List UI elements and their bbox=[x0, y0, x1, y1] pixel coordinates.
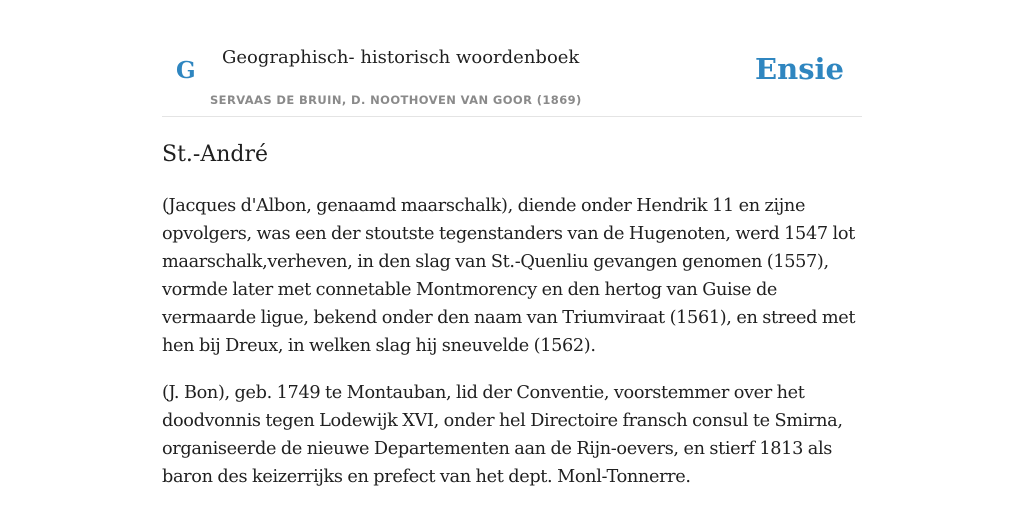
entry-content bbox=[162, 137, 862, 491]
ensie-logo[interactable]: Ensie bbox=[755, 52, 844, 86]
entry-title: St.-André bbox=[162, 142, 269, 167]
entry-paragraph: (J. Bon), geb. 1749 te Montauban, lid der Conventie, voorstemmer over het doodvonnis tegen Lodewijk XVI, onder hel Directoire fransch consul te Smirna, organiseerde de nieuwe Departementen aan de Rijn-oevers, en stierf 1813 als baron des keizerrijks en prefect van het dept. Monl-Tonnerre. bbox=[162, 383, 843, 487]
entry-paragraph: (Jacques d'Albon, genaamd maarschalk), diende onder Hendrik 11 en zijne opvolgers, was een der stoutste tegenstanders van de Hugenoten, werd 1547 lot maarschalk,verheven, in den slag van St.-Quenliu gevangen genomen (1557), vormde later met connetable Montmorency en den hertog van Guise de vermaarde ligue, bekend onder den naam van Triumviraat (1561), en streed met hen bij Dreux, in welken slag hij sneuvelde (1562). bbox=[162, 196, 856, 356]
book-author: SERVAAS DE BRUIN, D. NOOTHOVEN VAN GOOR (1869) bbox=[210, 93, 582, 107]
letter-g-icon[interactable]: G bbox=[176, 57, 196, 84]
book-title[interactable]: Geographisch- historisch woordenboek bbox=[222, 47, 580, 68]
header bbox=[162, 0, 862, 117]
